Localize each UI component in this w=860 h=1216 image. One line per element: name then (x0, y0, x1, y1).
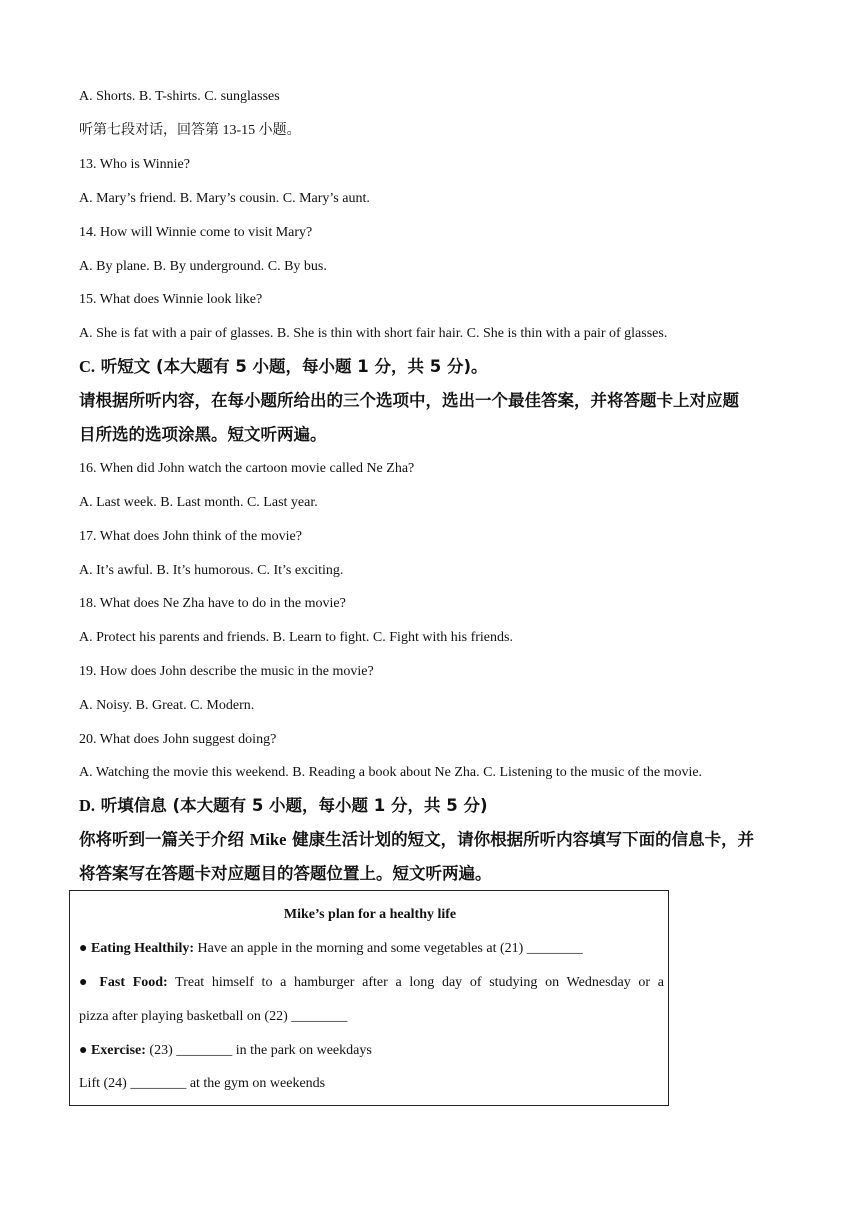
fastfood-label: ● Fast Food: (79, 975, 168, 990)
section-c-instruction-2: 目所选的选项涂黑。短文听两遍。 (79, 425, 327, 444)
fastfood-line-2: pizza after playing basketball on (22) ________ (79, 1009, 348, 1024)
question-16: 16. When did John watch the cartoon movie called Ne Zha? (79, 461, 415, 476)
question-20-options: A. Watching the movie this weekend. B. Reading a book about Ne Zha. C. Listening to the music of the movie. (79, 765, 703, 780)
section-d-instruction-1c: 健康生活计划的短文，请你根据所听内容填写下面的信息卡，并 (286, 830, 755, 849)
section-c-instruction-1: 请根据所听内容，在每小题所给出的三个选项中，选出一个最佳答案，并将答题卡上对应题 (79, 391, 739, 410)
q12-options: A. Shorts. B. T-shirts. C. sunglasses (79, 89, 280, 104)
exercise-text: (23) ________ in the park on weekdays (145, 1043, 372, 1058)
fastfood-line (79, 974, 664, 992)
section-c-heading (79, 356, 488, 378)
question-13-options: A. Mary’s friend. B. Mary’s cousin. C. Mary’s aunt. (79, 191, 370, 206)
eating-line (79, 940, 583, 958)
question-19: 19. How does John describe the music in the movie? (79, 664, 374, 679)
question-16-options: A. Last week. B. Last month. C. Last year. (79, 495, 318, 510)
lift-line: Lift (24) ________ at the gym on weekends (79, 1076, 326, 1091)
eating-text: Have an apple in the morning and some vegetables at (21) ________ (194, 941, 583, 956)
question-17-options: A. It’s awful. B. It’s humorous. C. It’s exciting. (79, 563, 344, 578)
question-15: 15. What does Winnie look like? (79, 292, 263, 307)
dialog7-instruction: 听第七段对话，回答第 13-15 小题。 (79, 123, 301, 138)
question-20: 20. What does John suggest doing? (79, 732, 277, 747)
section-c-letter: C. (79, 357, 96, 376)
question-19-options: A. Noisy. B. Great. C. Modern. (79, 698, 255, 713)
question-17: 17. What does John think of the movie? (79, 529, 302, 544)
question-15-options: A. She is fat with a pair of glasses. B. She is thin with short fair hair. C. She is thin with a pair of glasses. (79, 326, 668, 341)
eating-label: ● Eating Healthily: (79, 941, 195, 956)
info-card-title: Mike’s plan for a healthy life (283, 907, 457, 922)
fastfood-text: Treat himself to a hamburger after a long day of studying on Wednesday or a (167, 975, 664, 990)
section-d-instruction-mike: Mike (249, 830, 287, 849)
section-d-letter: D. (79, 796, 96, 815)
section-d-title: 听填信息 (本大题有 5 小题，每小题 1 分，共 5 分) (100, 796, 488, 815)
exercise-label: ● Exercise: (79, 1043, 146, 1058)
section-d-heading (79, 795, 488, 817)
info-card (69, 890, 669, 1106)
question-18: 18. What does Ne Zha have to do in the movie? (79, 596, 346, 611)
question-18-options: A. Protect his parents and friends. B. Learn to fight. C. Fight with his friends. (79, 630, 513, 645)
exercise-line (79, 1042, 372, 1060)
section-c-title: 听短文 (本大题有 5 小题，每小题 1 分，共 5 分)。 (100, 357, 488, 376)
question-13: 13. Who is Winnie? (79, 157, 190, 172)
question-14: 14. How will Winnie come to visit Mary? (79, 225, 313, 240)
section-d-instruction-2: 将答案写在答题卡对应题目的答题位置上。短文听两遍。 (79, 864, 492, 883)
question-14-options: A. By plane. B. By underground. C. By bus. (79, 259, 327, 274)
section-d-instruction-1 (79, 829, 754, 851)
section-d-instruction-1a: 你将听到一篇关于介绍 (79, 830, 250, 849)
